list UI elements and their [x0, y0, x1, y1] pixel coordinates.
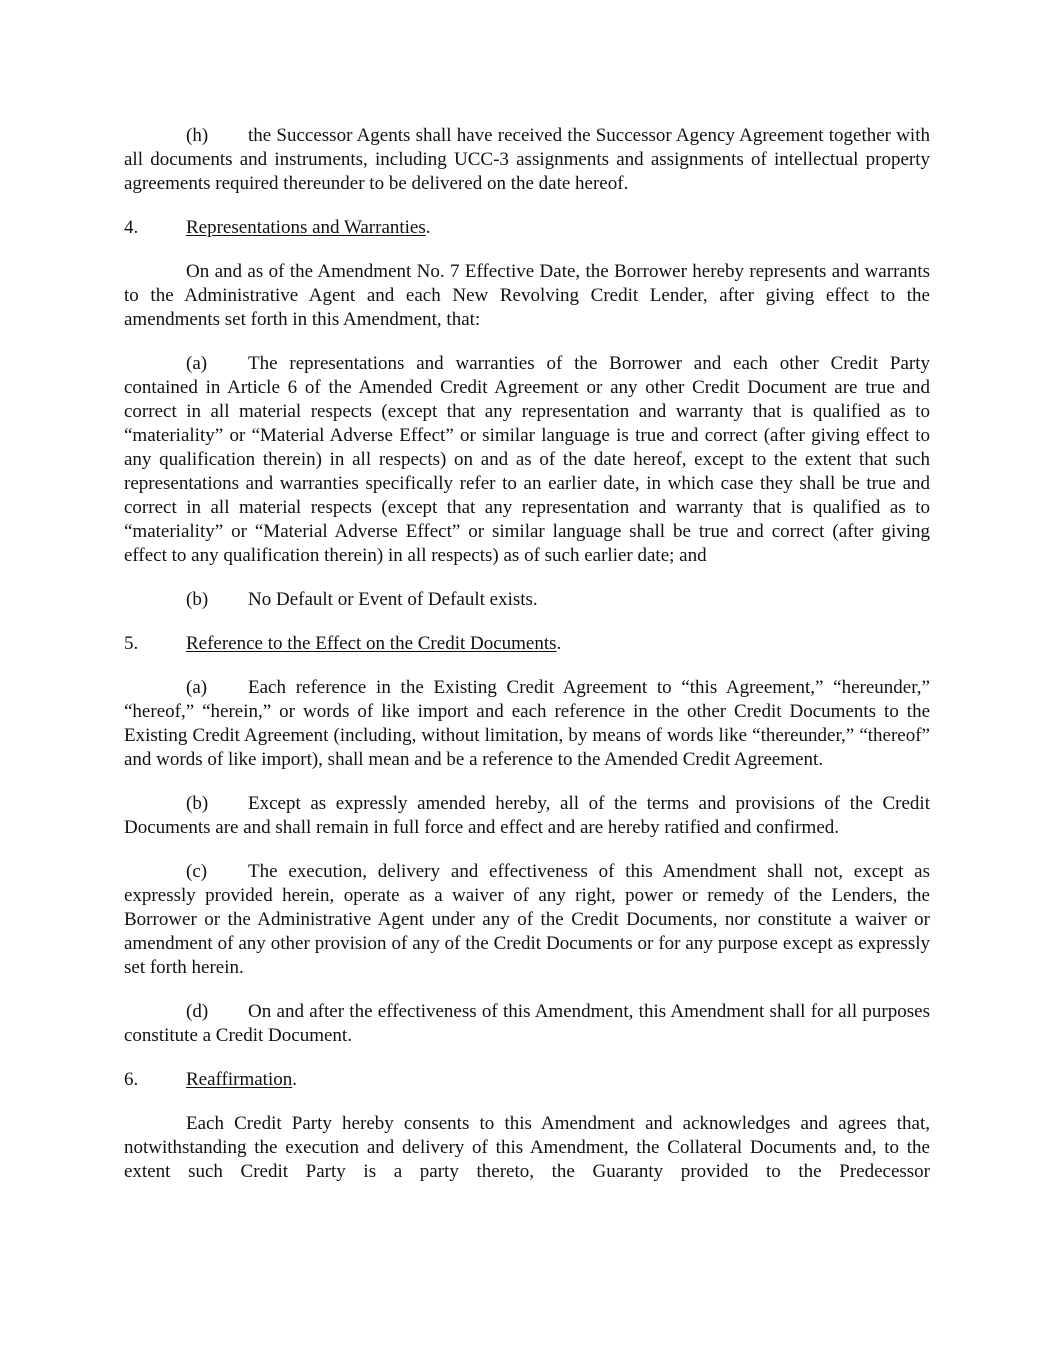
paragraph-text: Each reference in the Existing Credit Agreement to “this Agreement,” “hereunder,” “hereof,” “herein,” or words of like import and each reference in the other Credit Documents to the Existing Credit Agreement (including, without limitation, by means of words like “thereunder,” “thereof” and words of like import), shall mean and be a reference to the Amended Credit Agreement. [124, 677, 930, 770]
document-page [124, 124, 930, 1204]
paragraph-5a [124, 676, 930, 772]
section-number: 6. [124, 1069, 139, 1090]
section-4-intro: On and as of the Amendment No. 7 Effective Date, the Borrower hereby represents and warrants to the Administrative Agent and each New Revolving Credit Lender, after giving effect to the amendments set forth in this Amendment, that: [124, 261, 930, 330]
paragraph-label: (b) [186, 589, 209, 610]
section-title-punct: . [425, 217, 431, 238]
paragraph-5b [124, 792, 930, 840]
section-title: Representations and Warranties [186, 217, 426, 238]
section-6-intro: Each Credit Party hereby consents to this Amendment and acknowledges and agrees that, notwithstanding the execution and delivery of this Amendment, the Collateral Documents and, to the extent such Credit Party is a party thereto, the Guaranty provided to the Predecessor [124, 1113, 930, 1182]
section-title-punct: . [292, 1069, 297, 1090]
paragraph-text: On and after the effectiveness of this Amendment, this Amendment shall for all purposes constitute a Credit Document. [124, 1001, 930, 1046]
paragraph-text: The execution, delivery and effectiveness of this Amendment shall not, except as expressly provided herein, operate as a waiver of any right, power or remedy of the Lenders, the Borrower or the Administrative Agent under any of the Credit Documents, nor constitute a waiver or amendment of any other provision of any of the Credit Documents or for any purpose except as expressly set forth herein. [124, 861, 930, 978]
paragraph-label: (a) [186, 353, 208, 374]
paragraph-text: Except as expressly amended hereby, all of the terms and provisions of the Credit Documents are and shall remain in full force and effect and are hereby ratified and confirmed. [124, 793, 930, 838]
paragraph-h [124, 124, 930, 196]
paragraph-5c [124, 860, 930, 980]
section-heading-5 [124, 632, 930, 656]
paragraph-text: No Default or Event of Default exists. [248, 589, 538, 610]
section-title: Reaffirmation [186, 1069, 293, 1090]
section-heading-4 [124, 216, 930, 240]
section-number: 4. [124, 217, 139, 238]
section-title-punct: . [556, 633, 562, 654]
section-title: Reference to the Effect on the Credit Documents [186, 633, 557, 654]
paragraph-4a [124, 352, 930, 568]
paragraph-label: (d) [186, 1001, 209, 1022]
paragraph-label: (h) [186, 125, 209, 146]
paragraph-label: (c) [186, 861, 208, 882]
paragraph-label: (b) [186, 793, 209, 814]
section-number: 5. [124, 633, 139, 654]
paragraph-text: The representations and warranties of the Borrower and each other Credit Party contained in Article 6 of the Amended Credit Agreement or any other Credit Document are true and correct in all material respects (except that any representation and warranty that is qualified as to “materiality” or “Material Adverse Effect” or similar language is true and correct (after giving effect to any qualification therein) in all respects) on and as of the date hereof, except to the extent that such representations and warranties specifically refer to an earlier date, in which case they shall be true and correct in all material respects (except that any representation and warranty that is qualified as to “materiality” or “Material Adverse Effect” or similar language shall be true and correct (after giving effect to any qualification therein) in all respects) as of such earlier date; and [124, 353, 930, 566]
paragraph-label: (a) [186, 677, 208, 698]
paragraph-4b [124, 588, 930, 612]
paragraph-5d [124, 1000, 930, 1048]
paragraph-text: the Successor Agents shall have received the Successor Agency Agreement together with all documents and instruments, including UCC-3 assignments and assignments of intellectual property agreements required thereunder to be delivered on the date hereof. [124, 125, 930, 194]
section-heading-6 [124, 1068, 930, 1092]
